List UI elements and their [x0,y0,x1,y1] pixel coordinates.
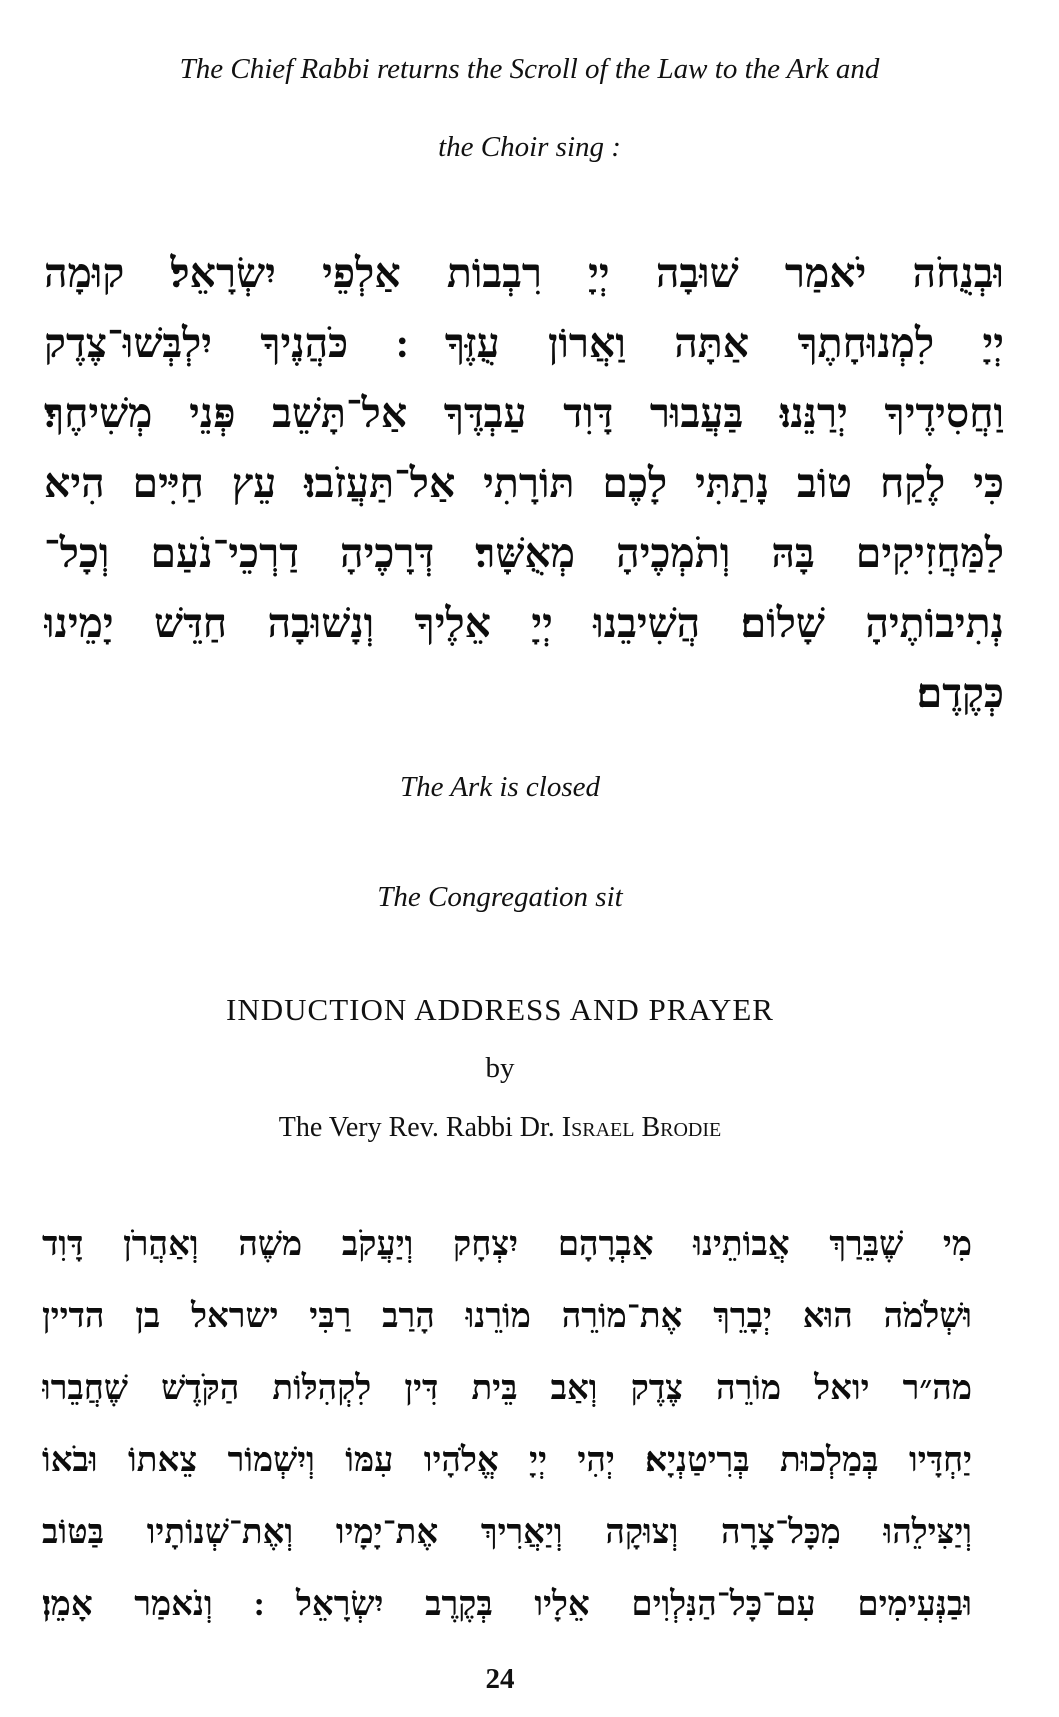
prayer-line: יַחְדָּיו בְּמַלְכוּת בְּרִיטַנְיָא׃ יְהִי יְיָ אֱלֹהָיו עִמּוֹ וְיִשְׁמוֹר צֵאתוֹ וּבֹאוֹ [42,1440,972,1480]
hymn-line: וּבְנֻחֹה יֹאמַר שׁוּבָה יְיָ רִבְבוֹת אַלְפֵי יִשְׂרָאֵל׃ קוּמָה [44,249,1004,297]
hymn-line: יְיָ לִמְנוּחָתֶךָ אַתָּה וַאֲרוֹן עֻזֶּךָ ׃ כֹּהֲנֶיךָ יִלְבְּשׁוּ־צֶדֶק [44,319,1004,367]
author-name: Israel Brodie [561,1112,722,1143]
hebrew-hymn [44,238,1004,728]
byline-by: by [485,1052,515,1084]
author-prefix: The Very Rev. Rabbi Dr. [278,1112,555,1143]
author-line [0,1112,1000,1144]
hymn-line: לַמַּחֲזִיקִים בָּהּ וְתֹמְכֶיהָ מְאֻשָּׁר׃ דְּרָכֶיהָ דַרְכֵי־נֹעַם וְכָל־ [44,529,1004,577]
prayer-line: וְיַצִּילֵהוּ מִכָּל־צָרָה וְצוּקָה וְיַאֲרִיךְ אֶת־יָמָיו וְאֶת־שְׁנוֹתָיו בַּטּוֹב [42,1512,972,1552]
rubric-ark-closed: The Ark is closed [399,771,601,803]
rubric-return-scroll-line-1: The Chief Rabbi returns the Scroll of the Law to the Ark and [179,53,880,85]
hymn-line: כִּי לֶקַח טוֹב נָתַתִּי לָכֶם תּוֹרָתִי אַל־תַּעֲזֹבוּ׃ עֵץ חַיִּים הִיא [44,459,1004,507]
prayer-line: וּשְׁלֹמֹה הוּא יְבָרֵךְ אֶת־מוֹרֵה מוֹרֵנוּ הָרַב רַבִּי ישראל בן הדיין [42,1296,972,1336]
rubric-congregation-sit: The Congregation sit [377,881,623,913]
hymn-line: נְתִיבוֹתֶיהָ שָׁלוֹם׃ הֲשִׁיבֵנוּ יְיָ אֵלֶיךָ וְנָשׁוּבָה חַדֵּשׁ יָמֵינוּ [44,599,1004,647]
address-heading: INDUCTION ADDRESS AND PRAYER [226,992,774,1027]
prayer-line: וּבַנְּעִימִים עִם־כָּל־הַנִּלְוִים אֵלָיו בְּקֶרֶב יִשְׂרָאֵל ׃ וְנֹאמַר אָמֵן׃ [42,1584,972,1624]
hebrew-prayer [42,1208,972,1640]
hymn-line: כְּקֶדֶם׃ [916,669,1004,717]
prayer-line: מִי שֶׁבֵּרַךְ אֲבוֹתֵינוּ אַבְרָהָם יִצְחָק וְיַעֲקֹב משֶׁה וְאַהֲרֹן דָּוִד [42,1224,972,1264]
prayer-line: מה״ר יואל מוֹרֵה צֶדֶק וְאַב בֵּית דִּין לִקְהִלּוֹת הַקֹּדֶשׁ שֶׁחֲבֵרוּ [42,1368,972,1408]
hymn-line: וַחֲסִידֶיךָ יְרַנֵּנוּ׃ בַּעֲבוּר דָּוִד עַבְדֶּךָ אַל־תָּשֵׁב פְּנֵי מְשִׁיחֶךָ׃ [44,389,1004,437]
rubric-return-scroll-line-2: the Choir sing : [438,131,621,163]
page-number: 24 [485,1663,515,1695]
